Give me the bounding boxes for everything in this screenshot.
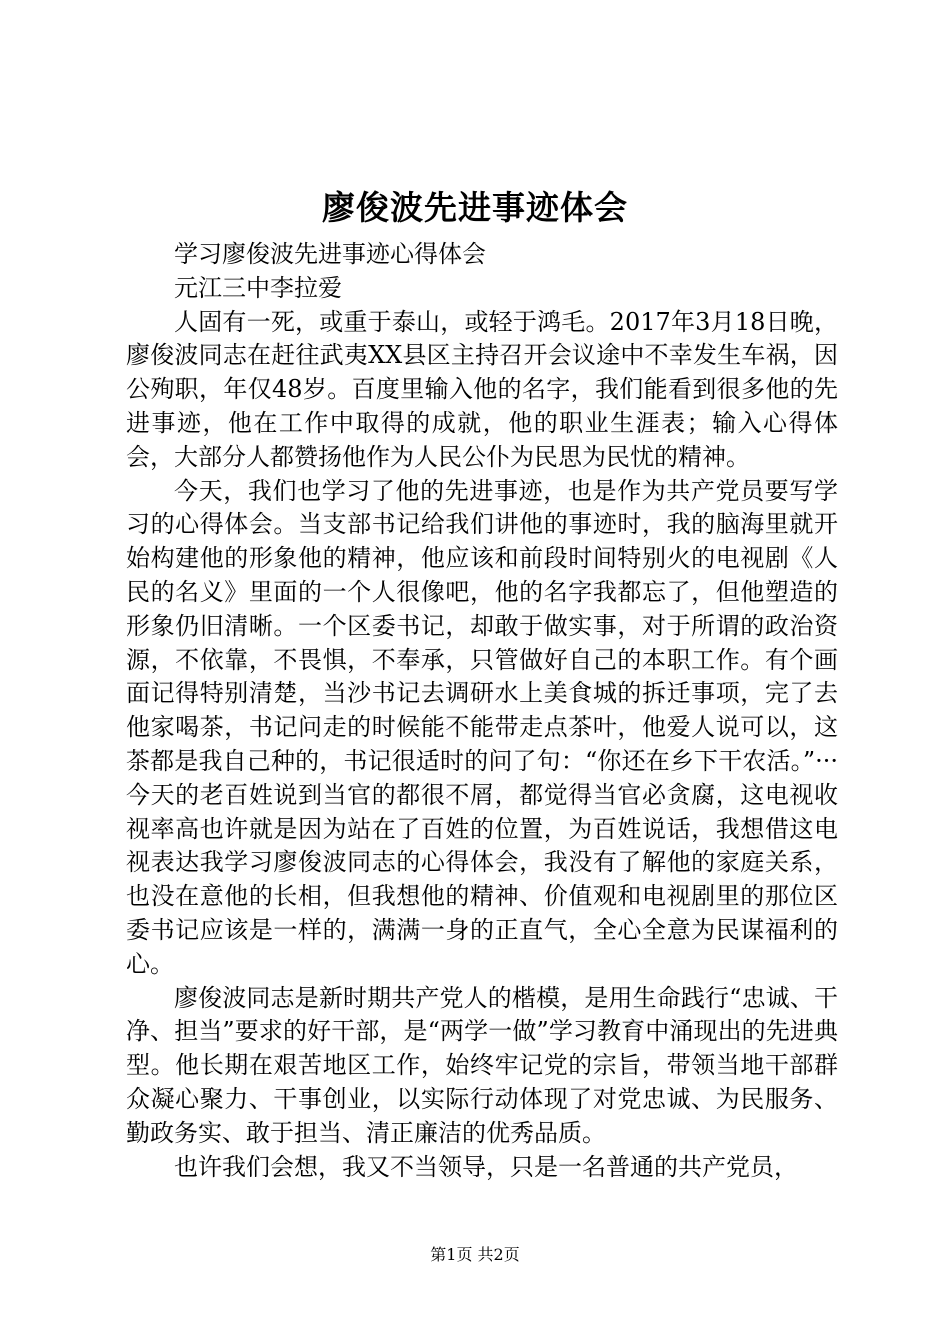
body-paragraph: 也许我们会想，我又不当领导，只是一名普通的共产党员， (174, 1152, 798, 1181)
body-paragraph: 人固有一死，或重于泰山，或轻于鸿毛。2017年3月18日晚，廖俊波同志在赶往武夷XX县区主持召开会议途中不幸发生车祸，因公殉职，年仅48岁。百度里输入他的名字，我们能看到很多他的先进事迹，他在工作中取得的成就，他的职业生涯表；输入心得体会，大部分人都赞扬他作为人民公仆为民思为民忧的精神。 (126, 307, 838, 471)
author-paragraph: 元江三中李拉爱 (174, 273, 342, 302)
subtitle-paragraph: 学习廖俊波先进事迹心得体会 (174, 240, 486, 268)
page-footer: 第1页 共2页 (430, 1245, 520, 1264)
document-body (126, 238, 838, 1184)
document-title: 廖俊波先进事迹体会 (322, 188, 628, 227)
body-paragraph: 今天，我们也学习了他的先进事迹，也是作为共产党员要写学习的心得体会。当支部书记给我们讲他的事迹时，我的脑海里就开始构建他的形象他的精神，他应该和前段时间特别火的电视剧《人民的名义》里面的一个人很像吧，他的名字我都忘了，但他塑造的形象仍旧清晰。一个区委书记，却敢于做实事，对于所谓的政治资源，不依靠，不畏惧，不奉承，只管做好自己的本职工作。有个画面记得特别清楚，当沙书记去调研水上美食城的拆迁事项，完了去他家喝茶，书记问走的时候能不能带走点茶叶，他爱人说可以，这茶都是我自己种的，书记很适时的问了句：“你还在乡下干农活。”···今天的老百姓说到当官的都很不屑，都觉得当官必贪腐，这电视收视率高也许就是因为站在了百姓的位置，为百姓说话，我想借这电视表达我学习廖俊波同志的心得体会，我没有了解他的家庭关系，也没在意他的长相，但我想他的精神、价值观和电视剧里的那位区委书记应该是一样的，满满一身的正直气，全心全意为民谋福利的心。 (126, 476, 838, 978)
body-paragraph: 廖俊波同志是新时期共产党人的楷模，是用生命践行“忠诚、干净、担当”要求的好干部，是“两学一做”学习教育中涌现出的先进典型。他长期在艰苦地区工作，始终牢记党的宗旨，带领当地干部群众凝心聚力、干事创业，以实际行动体现了对党忠诚、为民服务、勤政务实、敢于担当、清正廉洁的优秀品质。 (126, 983, 838, 1147)
